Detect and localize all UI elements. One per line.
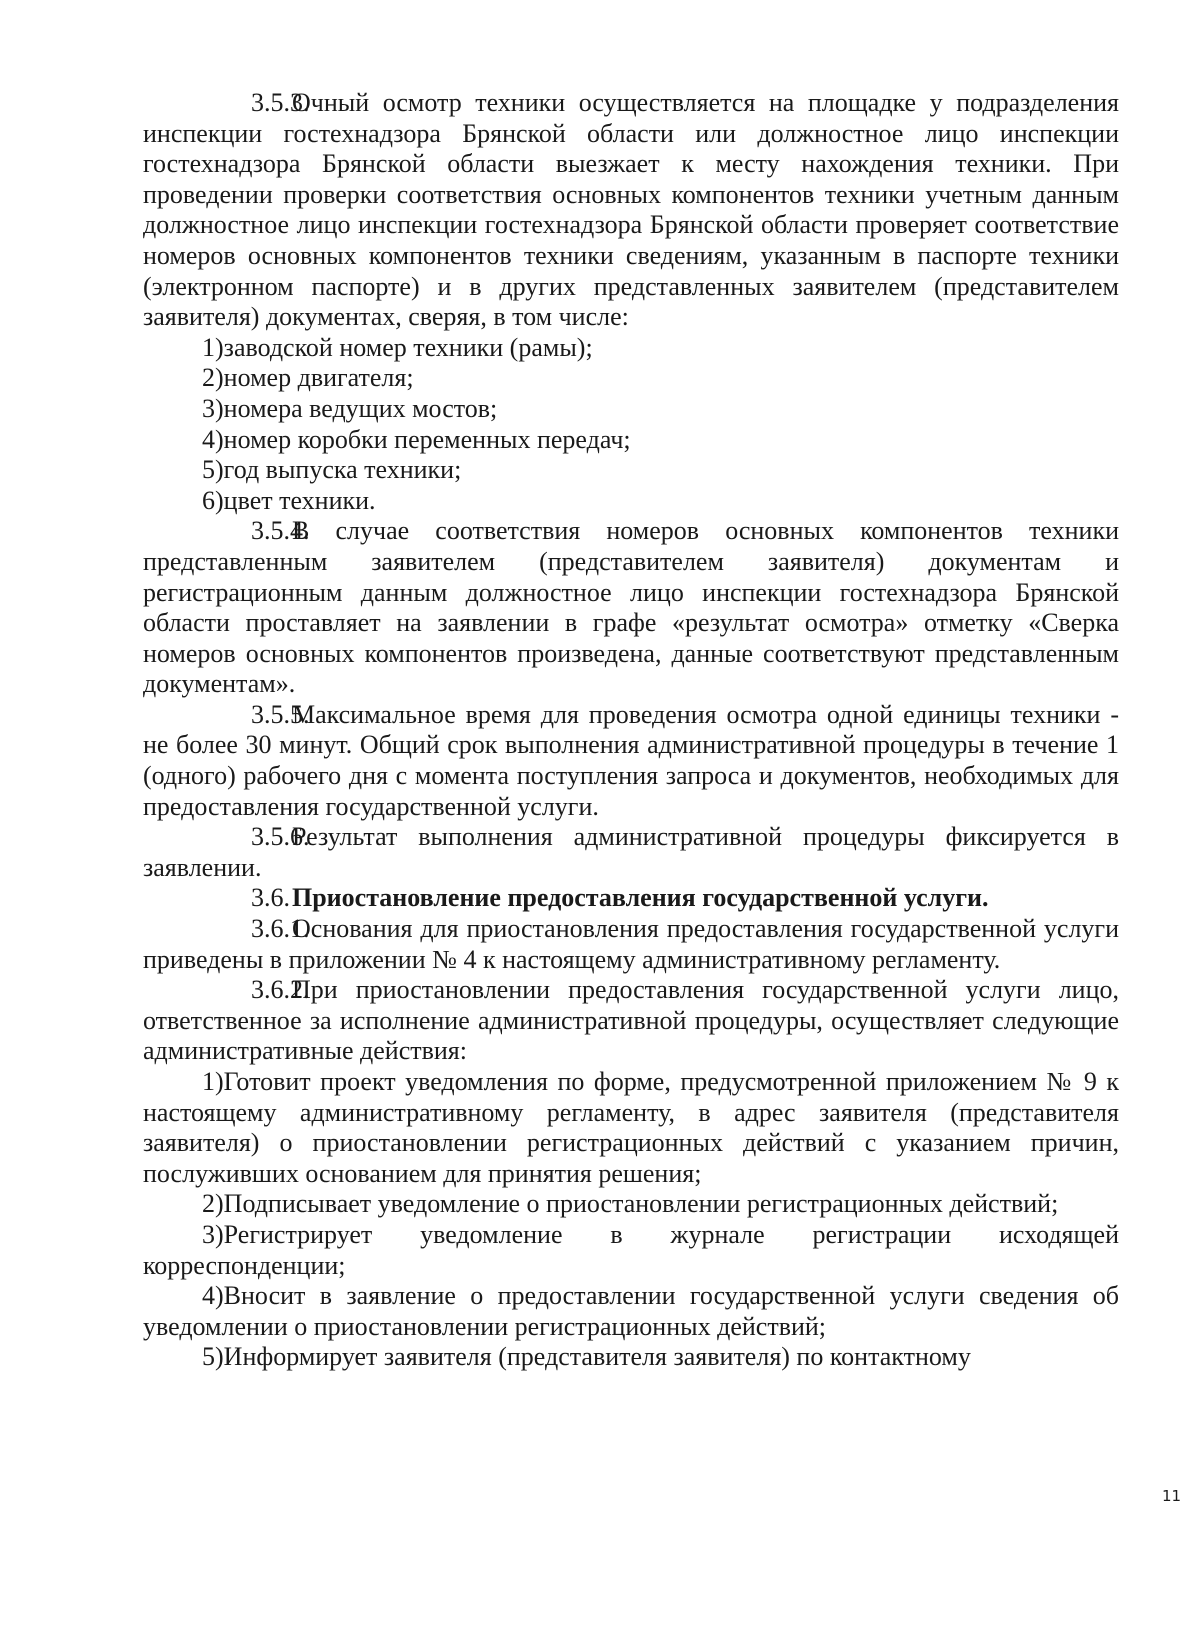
list-text: Готовит проект уведомления по форме, предусмотренной приложением № 9 к настоящему административному регламенту, в адрес заявителя (представителя заявителя) о приостановлении регистрационных действий с указанием причин, послуживших основанием для принятия решения;	[143, 1067, 1119, 1188]
paragraph-3-5-4	[143, 516, 1119, 700]
list-number: 5)	[202, 1342, 224, 1372]
paragraph-text: Максимальное время для проведения осмотра одной единицы техники - не более 30 минут. Общий срок выполнения административной процедуры в течение 1 (одного) рабочего дня с момента поступления запроса и документов, необходимых для предоставления государственной услуги.	[143, 699, 1119, 821]
list-number: 1)	[202, 1067, 224, 1096]
action-item	[143, 1281, 1119, 1342]
list-number: 3)	[202, 393, 224, 423]
paragraph-number: 3.5.6.	[251, 822, 310, 852]
paragraph-3-5-6	[143, 822, 1119, 883]
list-text: цвет техники.	[223, 485, 376, 515]
list-number: 4)	[202, 1281, 224, 1311]
list-number: 2)	[202, 1189, 224, 1219]
paragraph-number: 3.5.3.	[251, 88, 310, 117]
paragraph-number: 3.5.4.	[251, 516, 310, 546]
section-heading-text: Приостановление предоставления государственной услуги.	[292, 883, 989, 913]
paragraph-3-6-2	[143, 975, 1119, 1067]
paragraph-text: Очный осмотр техники осуществляется на площадке у подразделения инспекции гостехнадзора Брянской области или должностное лицо инспекции гостехнадзора Брянской области выезжает к месту нахождения техники. При проведении проверки соответствия основных компонентов техники учетным данным должностное лицо инспекции гостехнадзора Брянской области проверяет соответствие номеров основных компонентов техники сведениям, указанным в паспорте техники (электронном паспорте) и в других представленных заявителем (представителем заявителя) документах, сверяя, в том числе:	[143, 88, 1119, 332]
page-number: 11	[1162, 1487, 1182, 1505]
list-number: 3)	[202, 1219, 224, 1249]
paragraph-number: 3.6.1.	[251, 914, 310, 944]
action-item	[143, 1189, 1119, 1220]
section-heading-3-6	[143, 883, 1119, 914]
list-text: год выпуска техники;	[223, 455, 462, 485]
list-item	[143, 394, 1119, 425]
paragraph-3-6-1	[143, 914, 1119, 975]
paragraph-number: 3.5.5.	[251, 699, 310, 729]
list-number: 4)	[202, 424, 224, 454]
paragraph-number: 3.6.2.	[251, 975, 310, 1005]
paragraph-3-5-3	[143, 88, 1119, 333]
paragraph-text: Результат выполнения административной процедуры фиксируется в заявлении.	[143, 822, 1119, 882]
list-text: заводской номер техники (рамы);	[223, 332, 593, 362]
list-item	[143, 363, 1119, 394]
paragraph-text: При приостановлении предоставления государственной услуги лицо, ответственное за исполнение административной процедуры, осуществляет следующие административные действия:	[143, 975, 1119, 1066]
list-item	[143, 333, 1119, 364]
list-text: Вносит в заявление о предоставлении государственной услуги сведения об уведомлении о приостановлении регистрационных действий;	[143, 1281, 1119, 1341]
list-number: 5)	[202, 455, 224, 485]
list-item	[143, 455, 1119, 486]
paragraph-number: 3.6.	[251, 883, 290, 913]
paragraph-text: В случае соответствия номеров основных компонентов техники представленным заявителем (представителем заявителя) документам и регистрационным данным должностное лицо инспекции гостехнадзора Брянской области проставляет на заявлении в графе «результат осмотра» отметку «Сверка номеров основных компонентов произведена, данные соответствуют представленным документам».	[143, 516, 1119, 699]
list-number: 1)	[202, 332, 224, 362]
list-text: номера ведущих мостов;	[223, 393, 498, 423]
list-number: 2)	[202, 363, 224, 393]
list-text: Регистрирует уведомление в журнале регистрации исходящей корреспонденции;	[143, 1219, 1119, 1280]
document-body	[143, 88, 1119, 1373]
list-item	[143, 425, 1119, 456]
action-item	[143, 1067, 1119, 1189]
list-item	[143, 486, 1119, 517]
list-number: 6)	[202, 485, 224, 515]
list-text: Информирует заявителя (представителя заявителя) по контактному	[223, 1342, 971, 1372]
action-item	[143, 1342, 1119, 1373]
list-text: номер двигателя;	[223, 363, 414, 393]
list-text: номер коробки переменных передач;	[223, 424, 631, 454]
paragraph-3-5-5	[143, 700, 1119, 822]
action-item	[143, 1220, 1119, 1281]
paragraph-text: Основания для приостановления предоставления государственной услуги приведены в приложении № 4 к настоящему административному регламенту.	[143, 914, 1119, 974]
list-text: Подписывает уведомление о приостановлении регистрационных действий;	[223, 1189, 1059, 1219]
